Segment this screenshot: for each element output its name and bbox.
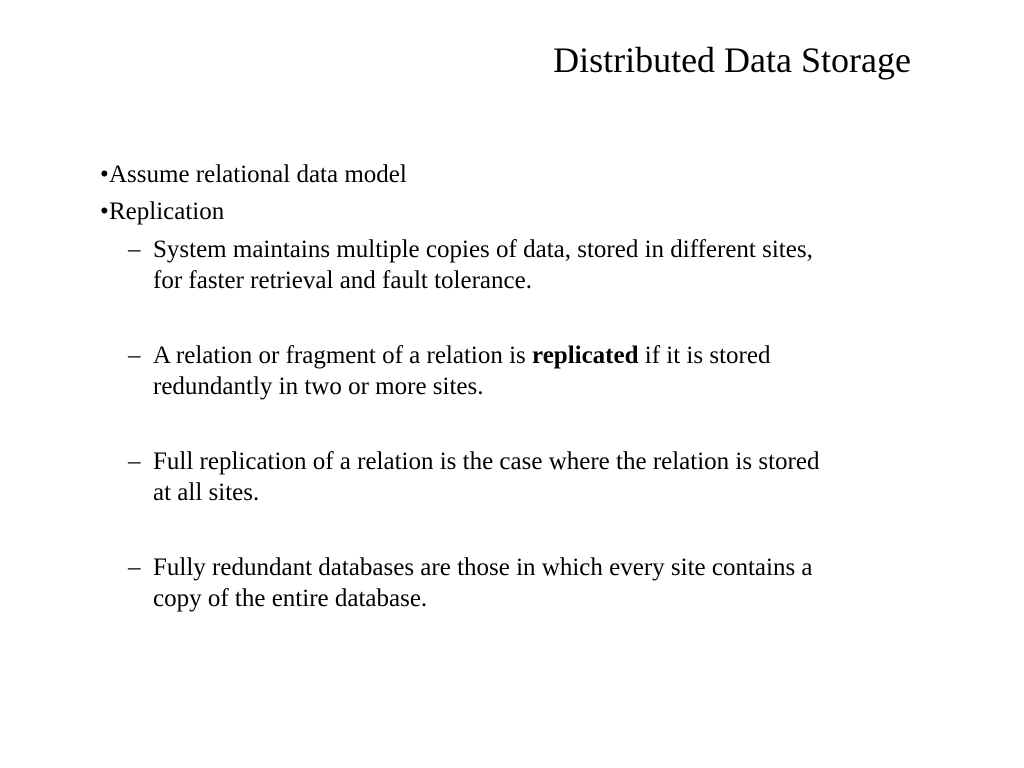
sub-bullet-copies-line2: for faster retrieval and fault tolerance.: [153, 267, 532, 294]
sub-bullet-fully-redundant-line1: Fully redundant databases are those in which every site contains a: [153, 554, 813, 581]
bullet-text-relational-model: Assume relational data model: [109, 161, 407, 188]
dash-marker: –: [128, 554, 141, 581]
sub-bullet-replicated-line2: redundantly in two or more sites.: [153, 373, 484, 400]
slide-title: Distributed Data Storage: [553, 40, 911, 80]
term-replicated: replicated: [532, 342, 639, 369]
dash-marker: –: [128, 448, 141, 475]
sub-bullet-full-replication-line1: Full replication of a relation is the case where the relation is stored: [153, 448, 820, 475]
bullet-marker: •: [100, 198, 109, 225]
bullet-marker: •: [100, 161, 109, 188]
sub-bullet-replicated-line1: [153, 340, 770, 371]
sub-bullet-copies-line1: System maintains multiple copies of data, stored in different sites,: [153, 236, 813, 263]
bullet-text-replication: Replication: [109, 198, 225, 225]
sub-bullet-full-replication-line2: at all sites.: [153, 479, 260, 506]
sub-bullet-fully-redundant-line2: copy of the entire database.: [153, 585, 428, 612]
dash-marker: –: [128, 236, 141, 263]
sub-bullet-replicated-after: if it is stored: [638, 342, 771, 369]
dash-marker: –: [128, 342, 141, 369]
sub-bullet-replicated-before: A relation or fragment of a relation is: [153, 342, 533, 369]
